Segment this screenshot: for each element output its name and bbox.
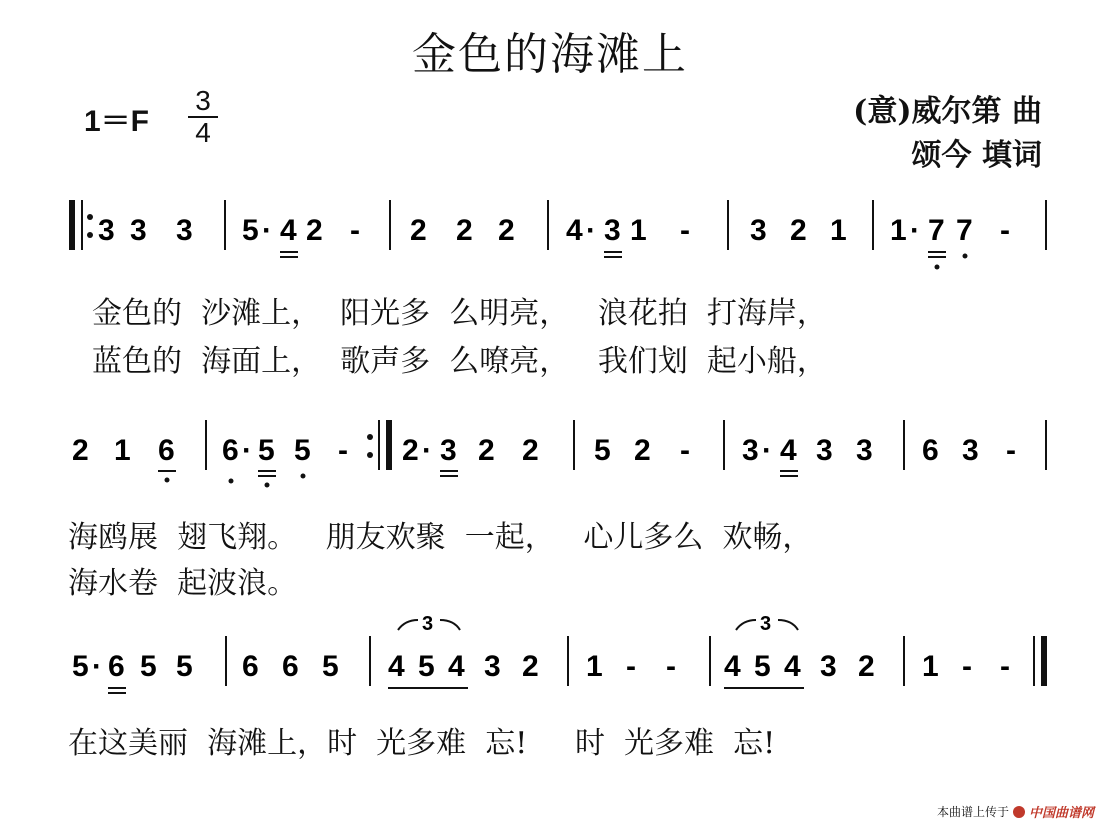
repeat-dot (87, 232, 93, 238)
note: 3 (962, 434, 979, 467)
repeat-dot (367, 434, 373, 440)
note: 5 (594, 434, 611, 467)
tuplet-number: 3 (760, 613, 772, 635)
note: 6 (222, 434, 239, 467)
note: 5 (140, 650, 157, 683)
note: 4 (448, 650, 465, 683)
note: 3 (440, 434, 457, 467)
tuplet-bracket (440, 620, 460, 630)
lyric-line-row3-verse1: 在这美丽 海滩上，时 光多难 忘! 时 光多难 忘! (68, 726, 776, 761)
note: 6 (108, 650, 125, 683)
note: 2 (478, 434, 495, 467)
page-title: 金色的海滩上 (412, 29, 688, 80)
note: 5 (294, 434, 311, 467)
note: 4 (566, 214, 583, 247)
note: 2 (72, 434, 89, 467)
low-octave-dot (301, 474, 306, 479)
note: 4 (280, 214, 297, 247)
footer-prefix: 本曲谱上传于 (936, 805, 1009, 819)
note: 2 (522, 650, 539, 683)
note: 5 (258, 434, 275, 467)
site-logo-icon (1013, 806, 1025, 818)
note: 3 (98, 214, 115, 247)
note: 5 (176, 650, 193, 683)
note: 3 (604, 214, 621, 247)
dot-separator: · (910, 214, 920, 247)
dash: - (1000, 214, 1010, 247)
tuplet-bracket (778, 620, 798, 630)
note: 1 (630, 214, 647, 247)
dot-separator: · (422, 434, 432, 467)
note: 3 (820, 650, 837, 683)
low-octave-dot (963, 254, 968, 259)
note: 3 (484, 650, 501, 683)
low-octave-dot (229, 479, 234, 484)
dot-separator: · (762, 434, 772, 467)
system-3 (72, 613, 1044, 693)
note: 6 (242, 650, 259, 683)
dot-separator: · (586, 214, 596, 247)
note: 3 (176, 214, 193, 247)
dot-separator: · (92, 650, 102, 683)
lyric-line-row2-verse1: 海鸥展 翅飞翔。 朋友欢聚 一起， 心儿多么 欢畅， (68, 520, 813, 555)
note: 4 (388, 650, 405, 683)
note: 4 (784, 650, 801, 683)
system-1 (72, 200, 1046, 270)
note: 3 (130, 214, 147, 247)
key-signature: 1＝F (84, 105, 150, 138)
dash: - (338, 434, 348, 467)
note: 2 (790, 214, 807, 247)
note: 2 (410, 214, 427, 247)
lyric-line-row1-verse2: 蓝色的 海面上， 歌声多 么嘹亮， 我们划 起小船， (92, 344, 827, 379)
dash: - (962, 650, 972, 683)
note: 5 (322, 650, 339, 683)
dot-separator: · (242, 434, 252, 467)
note: 2 (858, 650, 875, 683)
note: 2 (306, 214, 323, 247)
note: 1 (586, 650, 603, 683)
tuplet-bracket (736, 620, 756, 630)
note: 3 (816, 434, 833, 467)
dash: - (680, 214, 690, 247)
note: 3 (856, 434, 873, 467)
note: 4 (724, 650, 741, 683)
note: 4 (780, 434, 797, 467)
note: 5 (72, 650, 89, 683)
note: 1 (890, 214, 907, 247)
note: 5 (754, 650, 771, 683)
dash: - (666, 650, 676, 683)
note: 2 (456, 214, 473, 247)
repeat-dot (367, 452, 373, 458)
note: 6 (158, 434, 175, 467)
note: 2 (498, 214, 515, 247)
note: 7 (928, 214, 945, 247)
note: 2 (402, 434, 419, 467)
note: 2 (522, 434, 539, 467)
note: 3 (742, 434, 759, 467)
note: 6 (282, 650, 299, 683)
note: 1 (922, 650, 939, 683)
lyricist-credit: 颂今 填词 (911, 138, 1042, 173)
note: 1 (830, 214, 847, 247)
note: 2 (634, 434, 651, 467)
low-octave-dot (935, 265, 940, 270)
system-2 (72, 420, 1046, 488)
note: 3 (750, 214, 767, 247)
dot-separator: · (262, 214, 272, 247)
note: 5 (242, 214, 259, 247)
tuplet-number: 3 (422, 613, 434, 635)
dash: - (1000, 650, 1010, 683)
lyric-line-row2-verse2: 海水卷 起波浪。 (68, 566, 298, 601)
footer-brand: 中国曲谱网 (1028, 806, 1094, 821)
low-octave-dot (165, 478, 170, 483)
footer-watermark (937, 802, 1094, 821)
repeat-dot (87, 214, 93, 220)
lyric-line-row1-verse1: 金色的 沙滩上， 阳光多 么明亮， 浪花拍 打海岸， (92, 296, 827, 331)
dash: - (1006, 434, 1016, 467)
note: 5 (418, 650, 435, 683)
dash: - (680, 434, 690, 467)
time-signature-top: 3 (195, 85, 211, 116)
composer-credit: (意)威尔第 曲 (853, 94, 1042, 129)
dash: - (350, 214, 360, 247)
dash: - (626, 650, 636, 683)
note: 1 (114, 434, 131, 467)
tuplet-bracket (398, 620, 418, 630)
low-octave-dot (265, 483, 270, 488)
note: 6 (922, 434, 939, 467)
time-signature-bottom: 4 (195, 117, 211, 148)
note: 7 (956, 214, 973, 247)
